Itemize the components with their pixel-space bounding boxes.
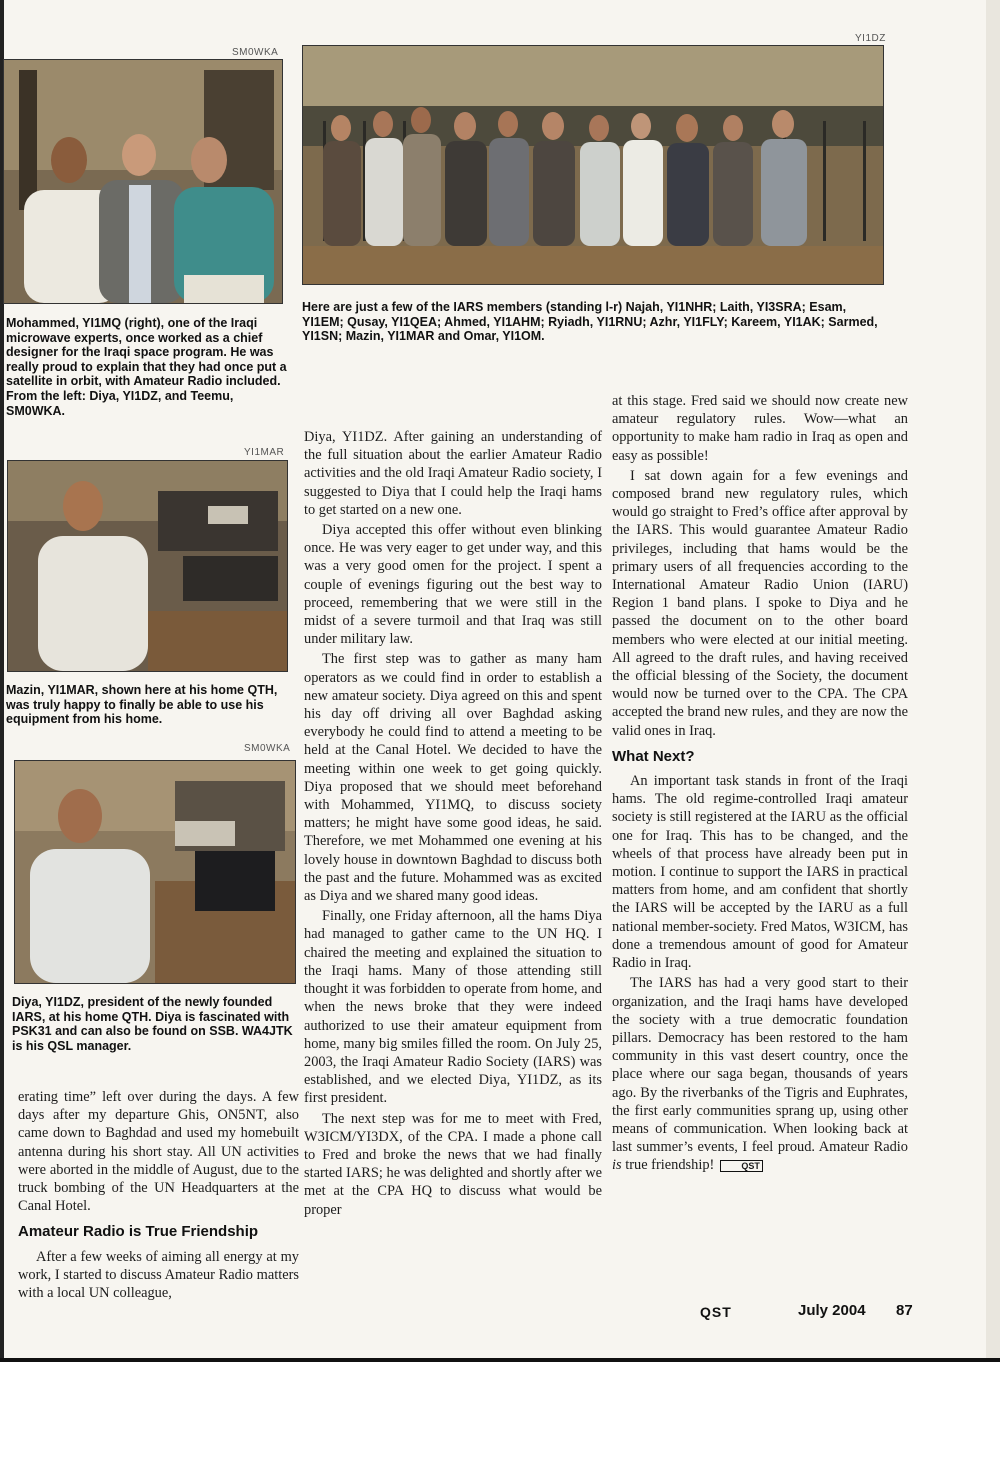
section-heading-friendship: Amateur Radio is True Friendship (18, 1223, 259, 1241)
article-paragraph (612, 974, 908, 1174)
article-paragraph: After a few weeks of aiming all energy at my work, I started to discuss Amateur Radio matters with a local UN colleague, (18, 1248, 299, 1302)
issue-date: July 2004 (798, 1302, 866, 1319)
article-paragraph: Finally, one Friday afternoon, all the hams Diya had managed to gather came to the UN HQ. I chaired the meeting and explained the situation to the Iraqi hams. Many of those attending still thought it was forbidden to operate from home, and when the news broke that they were indeed authorized to use their amateur equipment from home, many big smiles filled the room. On July 25, 2003, the Iraqi Amateur Radio Society (IARS) was established, and we elected Diya, YI1DZ, as its first president. (304, 908, 602, 1107)
caption-mazin: Mazin, YI1MAR, shown here at his home QTH, was truly happy to finally be able to use his equipment from his home. (6, 683, 278, 727)
article-paragraph: erating time” left over during the days. A few days after my departure Ghis, ON5NT, also came down to Baghdad and used my homebuilt antenna during his short stay. All UN activities were aborted in the middle of August, due to the truck bombing of the UN Headquarters at the Canal Hotel. (18, 1089, 299, 1215)
text-run: The IARS has had a very good start to their organization, and the Iraqi hams have developed the society with a true democratic foundation pillars. Democracy has been restored to the ham community in this vast desert country, once the place where our saga began, thousands of years ago. By the riverbanks of the Tigris and Euphrates, the first early communities sprang up, using other means of communication. When looking back at last summer’s events, I feel proud. Amateur Radio (612, 975, 908, 1156)
photo-mazin-station (7, 460, 288, 672)
qst-logo: QST (700, 1304, 732, 1320)
section-heading-what-next: What Next? (612, 747, 695, 765)
article-paragraph: The first step was to gather as many ham operators as we could find in order to establish a new amateur society. Diya agreed on this and spent his day off driving all over Baghdad asking everybody he could find to attend a meeting to be held at the Canal Hotel. We decided to have the meeting within one week to get going quickly. Diya proposed that we should meet beforehand with Mohammed, YI1MQ, to discuss society matters; he might have some good ideas, he said. Therefore, we met Mohammed one evening at his lovely house in downtown Baghdad to discuss both the past and the future. Mohammed was as excited as Diya and we shared many good ideas. (304, 651, 602, 905)
photo-credit-middle-left: YI1MAR (244, 447, 285, 458)
photo-diya-station-image (15, 761, 295, 983)
caption-microwave-experts: Mohammed, YI1MQ (right), one of the Iraqi microwave experts, once worked as a chief designer for the Iraqi space program. He was really proud to explain that they had once put a satellite in orbit, with Amateur Radio included. From the left: Diya, YI1DZ, and Teemu, SM0WKA. (6, 316, 287, 418)
caption-diya: Diya, YI1DZ, president of the newly founded IARS, at his home QTH. Diya is fascinated with PSK31 and can also be found on SSB. WA4JTK is his QSL manager. (12, 995, 293, 1053)
photo-microwave-experts-image (4, 60, 282, 303)
photo-iars-members-image (303, 46, 883, 284)
article-paragraph: at this stage. Fred said we should now create new amateur regulatory rules. Wow—what an opportunity to make ham radio in Iraq as open and easy as possible! (612, 393, 908, 464)
photo-microwave-experts (3, 59, 283, 304)
page-edge (986, 0, 1000, 1362)
article-paragraph: I sat down again for a few evenings and composed brand new regulatory rules, which would go straight to Fred’s office after approval by the IARS. This would guarantee Amateur Radio privileges, including that hams would be the primary users of all frequencies according to the International Amateur Radio Union (IARU) Region 1 band plans. I spoke to Diya and he passed the document on to the other board members who were elected at our initial meeting. All agreed to the draft rules, and having received the official blessing of the Society, the document would now be turned over to the CPA. The CPA accepted the brand new rules, and they are now the valid ones in Iraq. (612, 467, 908, 739)
article-column-1 (18, 1088, 299, 1304)
photo-mazin-station-image (8, 461, 287, 671)
article-paragraph: Diya accepted this offer without even blinking once. He was very eager to get under way, and this was a very good omen for the project. I spent a couple of evenings figuring out the best way to proceed, remembering that we were still in the midst of a severe turmoil and that Iraq was still under military law. (304, 522, 602, 648)
emphasis-text: is (612, 1157, 622, 1174)
article-paragraph: The next step was for me to meet with Fred, W3ICM/YI3DX, of the CPA. I made a phone call to Fred and broke the news that we had finally started IARS; he was delighted and shortly after we met at the CPA HQ to discuss what would be proper (304, 1110, 602, 1218)
scan-background (0, 1362, 1000, 1468)
photo-credit-bottom-left: SM0WKA (244, 743, 291, 754)
page-number: 87 (896, 1302, 913, 1319)
photo-credit-top-left: SM0WKA (232, 47, 279, 58)
article-column-2 (304, 428, 602, 1221)
article-paragraph: Diya, YI1DZ. After gaining an understanding of the full situation about the earlier Amateur Radio activities and the old Iraqi Amateur Radio society, I suggested to Diya that I could help the Iraqi hams to get started on a new one. (304, 429, 602, 518)
text-run: true friendship! (621, 1157, 715, 1174)
caption-iars-members: Here are just a few of the IARS members (standing l-r) Najah, YI1NHR; Laith, YI3SRA; Esam, YI1EM; Qusay, YI1QEA; Ahmed, YI1AHM; Ryiadh, YI1RNU; Azhr, YI1FLY; Kareem, YI1AK; Sarmed, YI1SN; Mazin, YI1MAR and Omar, YI1OM. (302, 300, 878, 344)
article-paragraph: An important task stands in front of the Iraqi hams. The old regime-controlled Iraqi amateur society is still registered at the IARU as the official one for Iraq. This has to be changed, and the wheels of that process have already been put in motion. I continue to support the IARS in practical matters from home, and am confident that shortly the IARS will be accepted by the IARU as a full national member-society. Fred Matos, W3ICM, has done a tremendous amount of good for Amateur Radio in Iraq. (612, 773, 908, 972)
article-column-3 (612, 392, 908, 1177)
photo-iars-members (302, 45, 884, 285)
photo-credit-top-right: YI1DZ (855, 33, 886, 44)
end-of-article-mark: QST (720, 1160, 763, 1172)
photo-diya-station (14, 760, 296, 984)
